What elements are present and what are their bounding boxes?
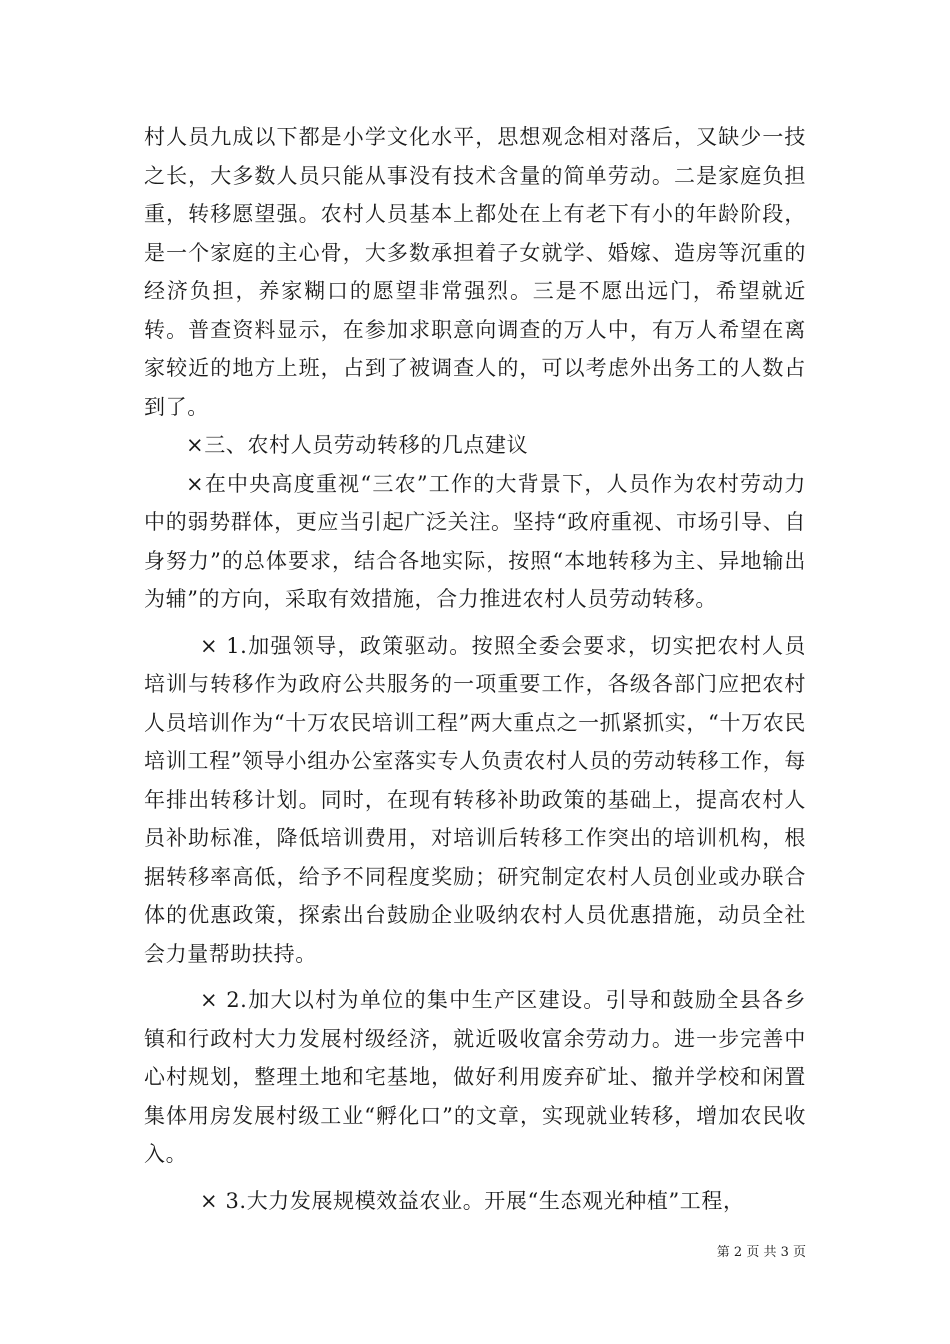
paragraph-item-3: × 3.大力发展规模效益农业。开展“生态观光种植”工程，: [200, 1188, 745, 1213]
section-heading: ×三、农村人员劳动转移的几点建议: [186, 433, 529, 457]
paragraph-item-2: × 2.加大以村为单位的集中生产区建设。引导和鼓励全县各乡镇和行政村大力发展村级经济，就近吸收富余劳动力。进一步完善中心村规划，整理土地和宅基地，做好利用废弃矿址、撤并学校和闲置集体用房发展村级工业“孵化口”的文章，实现就业转移，增加农民收入。: [144, 988, 806, 1166]
paragraph-intro: ×在中央高度重视“三农”工作的大背景下，人员作为农村劳动力中的弱势群体，更应当引起广泛关注。坚持“政府重视、市场引导、自身努力”的总体要求，结合各地实际，按照“本地转移为主、异地输出为辅”的方向，采取有效措施，合力推进农村人员劳动转移。: [144, 471, 806, 611]
paragraph-continuation: 村人员九成以下都是小学文化水平，思想观念相对落后，又缺少一技之长，大多数人员只能从事没有技术含量的简单劳动。二是家庭负担重，转移愿望强。农村人员基本上都处在上有老下有小的年龄阶段，是一个家庭的主心骨，大多数承担着子女就学、婚嫁、造房等沉重的经济负担，养家糊口的愿望非常强烈。三是不愿出远门，希望就近转。普查资料显示，在参加求职意向调查的万人中，有万人希望在离家较近的地方上班，占到了被调查人的，可以考虑外出务工的人数占到了。: [144, 125, 806, 419]
paragraph-item-1: × 1.加强领导，政策驱动。按照全委会要求，切实把农村人员培训与转移作为政府公共服务的一项重要工作，各级各部门应把农村人员培训作为“十万农民培训工程”两大重点之一抓紧抓实，“十万农民培训工程”领导小组办公室落实专人负责农村人员的劳动转移工作，每年排出转移计划。同时，在现有转移补助政策的基础上，提高农村人员补助标准，降低培训费用，对培训后转移工作突出的培训机构，根据转移率高低，给予不同程度奖励；研究制定农村人员创业或办联合体的优惠政策，探索出台鼓励企业吸纳农村人员优惠措施，动员全社会力量帮助扶持。: [144, 633, 806, 966]
page-number-footer: 第 2 页 共 3 页: [716, 1245, 806, 1260]
document-body: [144, 118, 806, 1220]
